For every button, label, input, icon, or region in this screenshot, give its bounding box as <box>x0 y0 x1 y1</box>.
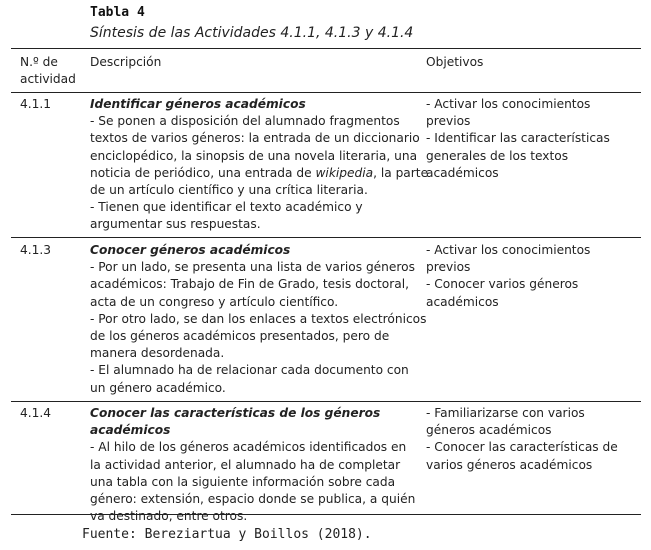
row-objectives <box>426 242 631 311</box>
description-line: - Se ponen a disposición del alumnado fragmentos <box>90 114 400 129</box>
header-number <box>20 54 82 88</box>
row-title: Conocer las características de los géneros académicos <box>90 406 381 438</box>
description-line: argumentar sus respuestas. <box>90 217 261 232</box>
objective-line: varios géneros académicos <box>426 457 593 472</box>
description-line: va destinado, entre otros. <box>90 509 248 524</box>
objective-line: - Conocer las características de <box>426 440 618 455</box>
row-divider <box>11 237 641 238</box>
header-number-line: actividad <box>20 72 76 87</box>
objective-line: - Activar los conocimientos <box>426 97 591 111</box>
table-title: Síntesis de las Actividades 4.1.1, 4.1.3 y 4.1.4 <box>90 25 414 41</box>
objective-line: académicos <box>426 165 499 180</box>
header-description <box>90 54 420 71</box>
description-line: manera desordenada. <box>90 346 225 361</box>
description-line: - Tienen que identificar el texto académico y <box>90 200 363 215</box>
objective-line: previos <box>426 114 471 129</box>
description-line: la actividad anterior, el alumnado ha de completar <box>90 457 401 472</box>
row-number: 4.1.4 <box>20 406 52 420</box>
header-rule <box>11 92 641 93</box>
row-number: 4.1.1 <box>20 97 52 111</box>
header-description-label: Descripción <box>90 55 162 69</box>
description-line: - Por otro lado, se dan los enlaces a textos electrónicos <box>90 311 427 326</box>
description-line: - Al hilo de los géneros académicos identificados en <box>90 440 407 455</box>
table-top-rule <box>11 48 641 49</box>
description-line: género: extensión, espacio donde se publica, a quién <box>90 492 416 507</box>
row-description <box>90 405 420 525</box>
description-line: un género académico. <box>90 380 226 395</box>
objective-line: - Familiarizarse con varios <box>426 406 585 420</box>
description-line: de los géneros académicos presentados, pero de <box>90 329 390 344</box>
objective-line: generales de los textos <box>426 148 569 163</box>
row-divider <box>11 401 641 402</box>
table-bottom-rule <box>11 514 641 515</box>
row-number: 4.1.3 <box>20 243 52 257</box>
objective-line: - Conocer varios géneros <box>426 277 579 292</box>
objective-line: previos <box>426 260 471 275</box>
row-description <box>90 242 427 397</box>
row-description <box>90 96 429 234</box>
header-objectives <box>426 54 631 71</box>
table-label: Tabla 4 <box>90 5 145 20</box>
description-line: noticia de periódico, una entrada de wikipedia, la parte <box>90 165 429 180</box>
header-number-line: N.º de <box>20 55 58 69</box>
objective-line: géneros académicos <box>426 423 552 438</box>
description-line: acta de un congreso y artículo científico. <box>90 294 339 309</box>
objective-line: - Activar los conocimientos <box>426 243 591 257</box>
description-line: académicos: Trabajo de Fin de Grado, tesis doctoral, <box>90 277 409 292</box>
row-objectives <box>426 405 631 474</box>
row-title: Conocer géneros académicos <box>90 243 291 257</box>
table-source: Fuente: Bereziartua y Boillos (2018). <box>82 527 372 542</box>
objective-line: - Identificar las características <box>426 131 610 146</box>
description-line: enciclopédico, la sinopsis de una novela literaria, una <box>90 148 418 163</box>
description-line: de un artículo científico y una crítica literaria. <box>90 183 368 198</box>
description-line: textos de varios géneros: la entrada de un diccionario <box>90 131 420 146</box>
row-objectives <box>426 96 631 182</box>
header-objectives-label: Objetivos <box>426 55 484 69</box>
description-line: una tabla con la siguiente información sobre cada <box>90 474 396 489</box>
description-line: - Por un lado, se presenta una lista de varios géneros <box>90 260 415 275</box>
objective-line: académicos <box>426 294 499 309</box>
row-title: Identificar géneros académicos <box>90 97 306 111</box>
description-line: - El alumnado ha de relacionar cada documento con <box>90 363 409 378</box>
